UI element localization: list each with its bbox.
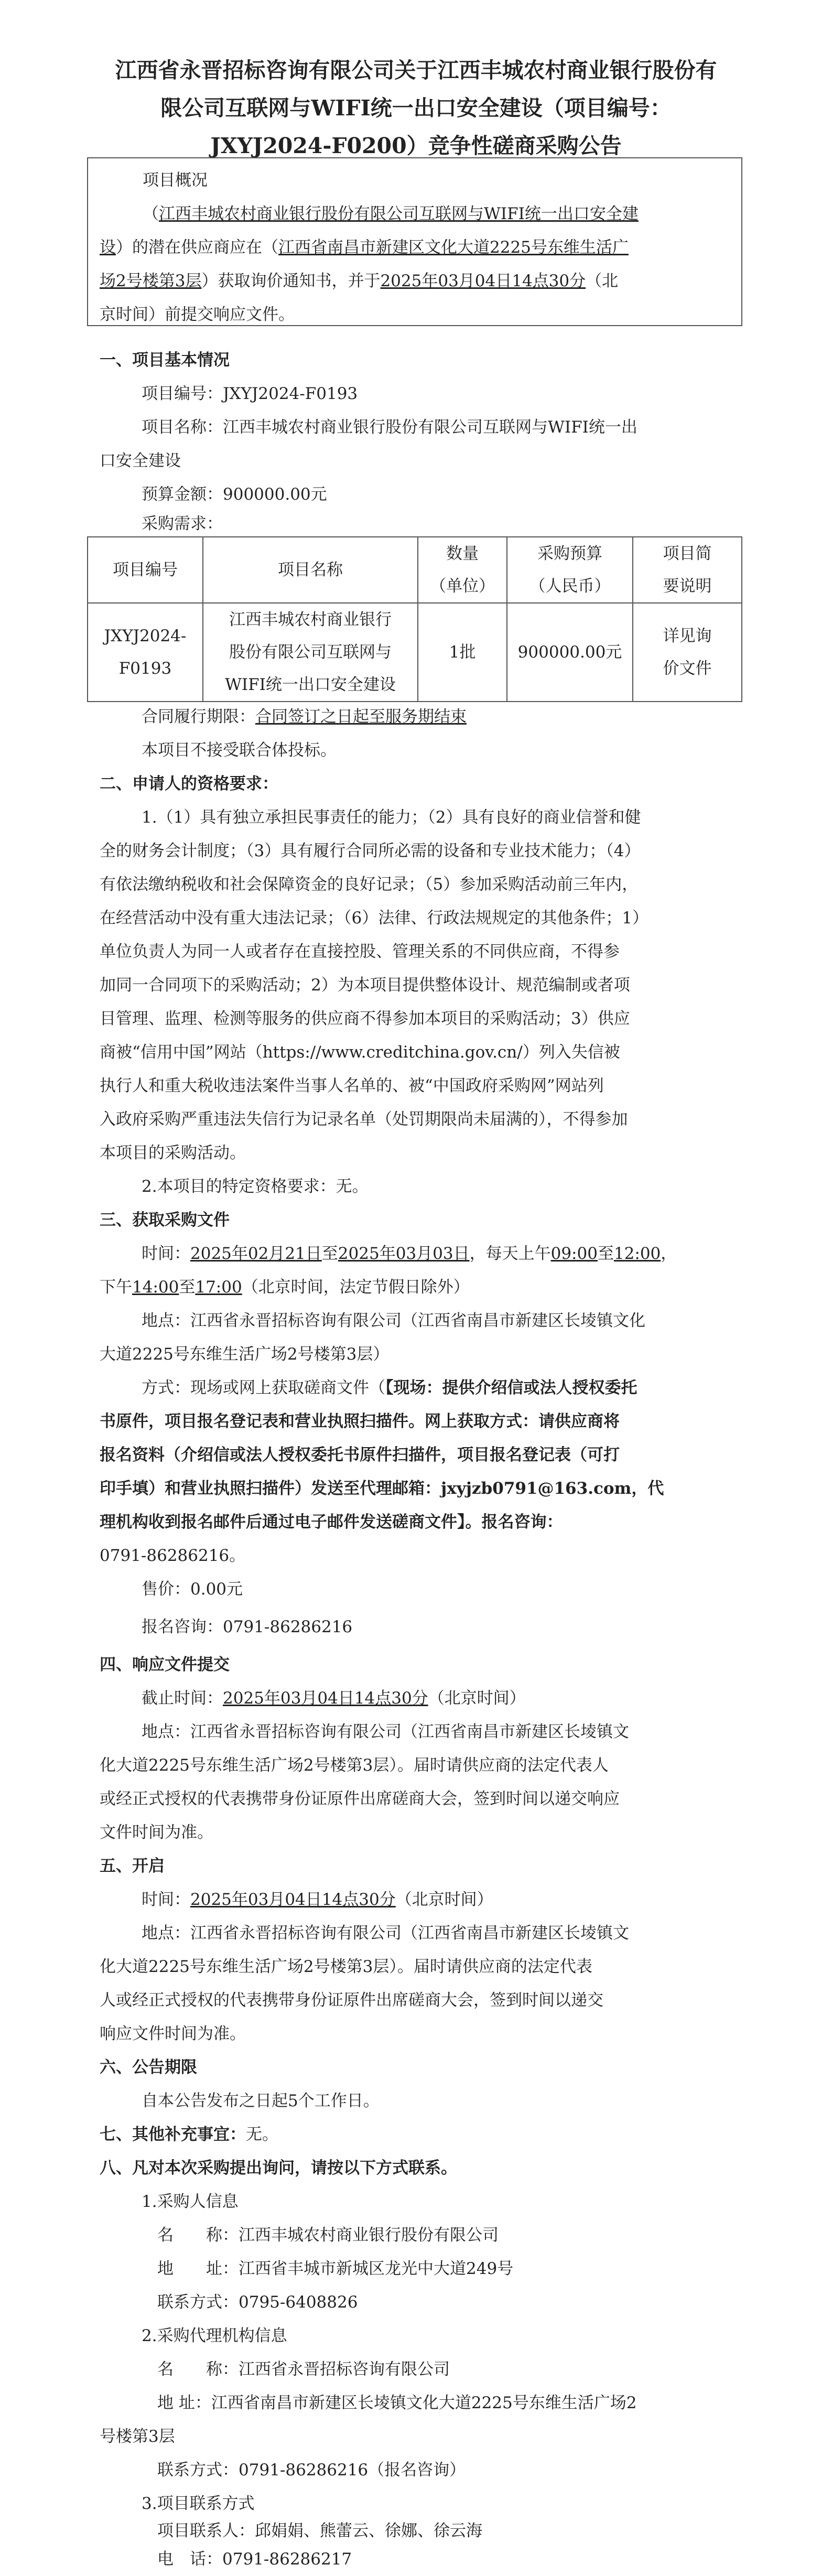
text: 2025年03月03日	[338, 1244, 470, 1263]
qualification-text: 商被“信用中国”网站（https://www.creditchina.gov.cn/）列入失信被	[100, 1043, 620, 1062]
section-heading: 八、凡对本次采购提出询问，请按以下方式联系。	[100, 2159, 457, 2178]
text: JXYJ2024-	[104, 627, 187, 645]
budget: 预算金额：900000.00元	[142, 485, 327, 504]
text: 请供应商将	[538, 1412, 620, 1431]
qualification-text: 目管理、监理、检测等服务的供应商不得参加本项目的采购活动；3）供应	[100, 1009, 630, 1028]
table-header: 项目名称	[203, 537, 418, 603]
requirements-table	[87, 536, 742, 702]
announcement-period: 自本公告发布之日起5个工作日。	[142, 2092, 380, 2110]
other-matters	[100, 2118, 278, 2151]
text: 09:00	[550, 1244, 598, 1263]
open-location: 地点：江西省永晋招标咨询有限公司（江西省南昌市新建区长堎镇文	[142, 1924, 629, 1943]
text: （单位）	[430, 577, 495, 596]
table-header: 项目编号	[88, 537, 203, 603]
title-line: 江西省永晋招标咨询有限公司关于江西丰城农村商业银行股份有	[115, 58, 717, 83]
text: 印手填）	[100, 1479, 165, 1498]
text: 数量	[446, 544, 479, 563]
open-location: 响应文件时间为准。	[100, 2024, 246, 2043]
text: WIFI统一出口安全建设	[225, 675, 396, 694]
deadline	[142, 1682, 526, 1715]
section-heading: 三、获取采购文件	[100, 1211, 230, 1230]
acquire-method	[100, 1438, 620, 1472]
text: 【现场：提供介绍信或法人授权委托	[385, 1378, 637, 1397]
table-cell: 900000.00元	[507, 603, 633, 702]
open-time	[142, 1883, 493, 1916]
project-code: 项目编号：JXYJ2024-F0193	[142, 384, 358, 403]
purchaser-name: 名 称：江西丰城农村商业银行股份有限公司	[157, 2226, 499, 2245]
overview-place: 江西省南昌市新建区文化大道2225号东维生活广	[278, 238, 629, 257]
acquire-method	[142, 1371, 637, 1405]
submit-location: 或经正式授权的代表携带身份证原件出席磋商大会，签到时间以递交响应	[100, 1790, 620, 1808]
project-phone: 电 话：0791-86286217	[157, 2550, 352, 2569]
acquire-location: 地点：江西省永晋招标咨询有限公司（江西省南昌市新建区长堎镇文化	[142, 1311, 645, 1330]
table-cell	[88, 603, 203, 702]
text: 无。	[246, 2125, 278, 2144]
qualification-text: 有依法缴纳税收和社会保障资金的良好记录；（5）参加采购活动前三年内，	[100, 875, 639, 894]
registration-consult: 报名咨询：0791-86286216	[142, 1618, 353, 1636]
text: 17:00	[195, 1278, 242, 1297]
agency-phone: 联系方式：0791-86286216（报名咨询）	[157, 2461, 466, 2480]
overview-time: 2025年03月04日14点30分	[380, 272, 586, 290]
project-overview-box	[87, 157, 742, 326]
table-row	[88, 603, 742, 702]
overview-heading: 项目概况	[143, 171, 208, 190]
section-heading: 四、响应文件提交	[100, 1655, 230, 1674]
text: 详见询	[663, 627, 712, 645]
text: 2025年03月04日14点30分	[223, 1689, 428, 1708]
text: 和营业执照扫描件）发送至代理邮箱：jxyjzb0791@163.com，代	[165, 1479, 664, 1498]
overview-text	[100, 264, 730, 298]
title-line: 限公司互联网与WIFI统一出口安全建设（项目编号：	[160, 95, 672, 121]
consortium-note: 本项目不接受联合体投标。	[142, 741, 337, 760]
table-header	[418, 537, 507, 603]
title-line: JXYJ2024-F0200）竞争性磋商采购公告	[210, 133, 622, 158]
overview-project: 设	[100, 238, 116, 257]
text: F0193	[118, 659, 172, 678]
text: （北	[586, 272, 619, 290]
contract-period	[142, 700, 467, 734]
text: （北京时间）	[395, 1890, 493, 1909]
acquire-location: 大道2225号东维生活广场2号楼第3层）	[100, 1345, 390, 1364]
section-heading: 一、项目基本情况	[100, 351, 230, 370]
qualification-text: 本项目的采购活动。	[100, 1144, 246, 1162]
text: 下午	[100, 1278, 132, 1297]
text: 股份有限公司互联网与	[229, 643, 392, 662]
table-header	[633, 537, 742, 603]
purchaser-address: 地 址：江西省丰城市新城区龙光中大道249号	[157, 2259, 514, 2278]
text: 时间：	[142, 1244, 190, 1263]
qualification-text: 单位负责人为同一人或者存在直接控股、管理关系的不同供应商，不得参	[100, 942, 620, 961]
text: 书原件，项目报名登记表和营业执照扫描件。网上获取方式：	[100, 1412, 538, 1431]
acquire-time	[142, 1237, 677, 1270]
table-header-row	[88, 537, 742, 603]
demand-label: 采购需求：	[142, 514, 223, 533]
project-contacts: 项目联系人：邱娟娟、熊蕾云、徐娜、徐云海	[157, 2521, 482, 2540]
table-cell	[633, 603, 742, 702]
contact-subheading: 2.采购代理机构信息	[142, 2326, 287, 2345]
qualification-text: 全的财务会计制度；（3）具有履行合同所必需的设备和专业技术能力；（4）	[100, 842, 641, 860]
text: 时间：	[142, 1890, 190, 1909]
overview-text	[100, 197, 730, 231]
table-cell: 1批	[418, 603, 507, 702]
submit-location: 文件时间为准。	[100, 1823, 213, 1842]
text: 合同履行期限：	[142, 707, 255, 726]
qualification-text: 执行人和重大税收违法案件当事人名单的、被“中国政府采购网”网站列	[100, 1076, 604, 1095]
text: 12:00	[613, 1244, 661, 1263]
submit-location: 地点：江西省永晋招标咨询有限公司（江西省南昌市新建区长堎镇文	[142, 1722, 629, 1741]
table-header	[507, 537, 633, 603]
agency-name: 名 称：江西省永晋招标咨询有限公司	[157, 2360, 450, 2379]
text: （可打	[571, 1446, 620, 1464]
overview-text	[100, 231, 730, 264]
text: （人民币）	[529, 577, 611, 596]
section-heading: 五、开启	[100, 1857, 165, 1876]
text: 方式：现场或网上获取磋商文件（	[142, 1378, 385, 1397]
text: 合同签订之日起至服务期结束	[255, 707, 467, 726]
contact-subheading: 1.采购人信息	[142, 2192, 239, 2211]
overview-place: 场2号楼第3层	[100, 272, 202, 290]
contact-subheading: 3.项目联系方式	[142, 2494, 255, 2513]
text: 2025年03月04日14点30分	[190, 1890, 396, 1909]
overview-project: 江西丰城农村商业银行股份有限公司互联网与WIFI统一出口安全建	[159, 204, 639, 223]
qualification-text: 在经营活动中没有重大违法记录；（6）法律、行政法规规定的其他条件；1）	[100, 909, 649, 928]
page-title	[79, 51, 753, 165]
text: 至	[179, 1278, 196, 1297]
open-location: 人或经正式授权的代表携带身份证原件出席磋商大会，签到时间以递交	[100, 1991, 603, 2010]
agency-address: 地 址：江西省南昌市新建区长堎镇文化大道2225号东维生活广场2	[157, 2394, 637, 2412]
table-cell	[203, 603, 418, 702]
text: ）的潜在供应商应在（	[116, 238, 278, 257]
acquire-method: 理机构收到报名邮件后通过电子邮件发送磋商文件】。报名咨询：	[100, 1513, 563, 1532]
acquire-method: 0791-86286216。	[100, 1546, 246, 1565]
text: （	[143, 204, 159, 223]
qualification-text: 2.本项目的特定资格要求：无。	[142, 1177, 369, 1196]
project-name: 口安全建设	[100, 451, 181, 470]
section-heading: 六、公告期限	[100, 2058, 197, 2077]
text: 至	[597, 1244, 614, 1263]
price: 售价：0.00元	[142, 1580, 243, 1599]
text: （北京时间）	[428, 1689, 526, 1708]
text: ）获取询价通知书，并于	[201, 272, 381, 290]
text: ，	[661, 1244, 677, 1263]
text: 至	[321, 1244, 338, 1263]
text: 报名资料（介绍信或法人授权委托书原件扫描件，项目报名登记表	[100, 1446, 571, 1464]
project-name: 项目名称：江西丰城农村商业银行股份有限公司互联网与WIFI统一出	[142, 418, 637, 437]
submit-location: 化大道2225号东维生活广场2号楼第3层）。届时请供应商的法定代表人	[100, 1756, 609, 1775]
text: 截止时间：	[142, 1689, 223, 1708]
text: 采购预算	[537, 544, 602, 563]
qualification-text: 入政府采购严重违法失信行为记录名单（处罚期限尚未届满的），不得参加	[100, 1110, 628, 1129]
text: 江西丰城农村商业银行	[229, 610, 392, 629]
text: 项目简	[663, 544, 712, 563]
section-heading: 七、其他补充事宜：	[100, 2125, 246, 2144]
text: ，每天上午	[469, 1244, 551, 1263]
text: 14:00	[132, 1278, 179, 1297]
acquire-method	[100, 1472, 664, 1505]
acquire-method	[100, 1405, 620, 1438]
qualification-text: 加同一合同项下的采购活动；2）为本项目提供整体设计、规范编制或者项	[100, 976, 630, 995]
text: 价文件	[663, 659, 712, 678]
acquire-time	[100, 1270, 470, 1304]
text: 2025年02月21日	[190, 1244, 322, 1263]
open-location: 化大道2225号东维生活广场2号楼第3层）。届时请供应商的法定代表	[100, 1957, 592, 1976]
text: （北京时间，法定节假日除外）	[242, 1278, 470, 1297]
purchaser-phone: 联系方式：0795-6408826	[157, 2293, 358, 2312]
section-heading: 二、申请人的资格要求：	[100, 774, 278, 793]
qualification-text: 1.（1）具有独立承担民事责任的能力；（2）具有良好的商业信誉和健	[142, 808, 641, 827]
agency-address: 号楼第3层	[100, 2427, 175, 2446]
overview-text: 京时间）前提交响应文件。	[100, 305, 295, 324]
text: 要说明	[663, 577, 712, 596]
